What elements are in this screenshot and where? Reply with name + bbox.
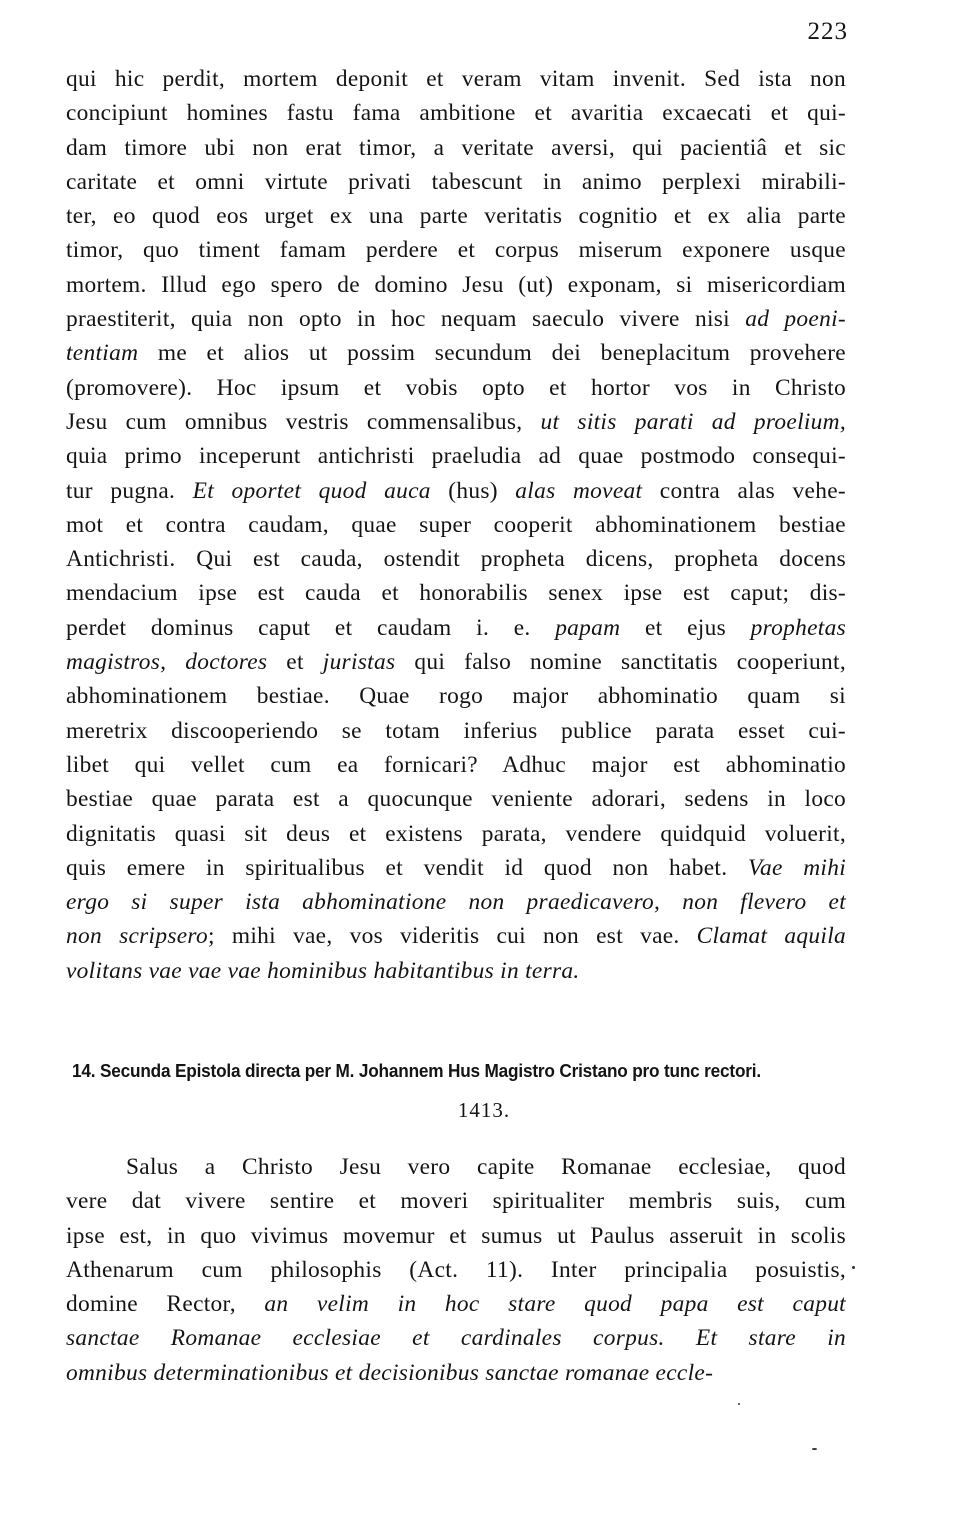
italic-text-run: magistros, doctores (66, 649, 268, 676)
text-run: tur pugna. (66, 477, 193, 504)
text-line (66, 1219, 846, 1253)
text-run: caritate et omni virtute privati tabescunt in animo perplexi mirabili- (66, 168, 846, 195)
text-line (66, 302, 846, 336)
italic-text-run: omnibus determinationibus et decisionibus sanctae romanae eccle- (66, 1359, 714, 1386)
text-run: vere dat vivere sentire et moveri spiritualiter membris suis, cum (66, 1188, 846, 1215)
italic-text-run: alas moveat (515, 477, 643, 504)
text-line (66, 371, 846, 405)
italic-text-run: Vae mihi (747, 854, 847, 881)
text-run: quis emere in spiritualibus et vendit id quod non habet. (66, 854, 748, 881)
paragraph-second-epistle (66, 1150, 846, 1390)
text-run: bestiae quae parata est a quocunque veniente adorari, sedens in loco (66, 786, 846, 813)
text-line (66, 1321, 846, 1355)
text-line (66, 439, 846, 473)
text-line (66, 954, 846, 988)
text-line (66, 885, 846, 919)
text-run: concipiunt homines fastu fama ambitione et avaritia excaecati et qui- (66, 100, 846, 127)
text-line (66, 714, 846, 748)
italic-text-run: non scripsero (66, 923, 208, 950)
text-line (66, 919, 846, 953)
text-run: Jesu cum omnibus vestris commensalibus, (66, 408, 541, 435)
text-line (66, 1184, 846, 1218)
text-run: (promovere). Hoc ipsum et vobis opto et hortor vos in Christo (66, 374, 846, 401)
italic-text-run: ergo si super ista abhominatione non praedicavero, non flevero et (66, 889, 846, 916)
text-run: meretrix discooperiendo se totam inferius publice parata esset cui- (66, 717, 846, 744)
section-heading: 14. Secunda Epistola directa per M. Johannem Hus Magistro Cristano pro tunc rectori. (72, 1060, 761, 1081)
text-line (66, 131, 846, 165)
italic-text-run: prophetas (750, 614, 846, 641)
text-run: et (267, 649, 323, 676)
text-line (66, 336, 846, 370)
text-line (66, 199, 846, 233)
italic-text-run: Et oportet quod auca (192, 477, 431, 504)
text-run: ; mihi vae, vos videritis cui non est vae. (207, 923, 697, 950)
text-run: mortem. Illud ego spero de domino Jesu (ut) exponam, si misericordiam (66, 271, 846, 298)
text-line (66, 576, 846, 610)
italic-text-run: juristas (322, 649, 396, 676)
paragraph-letter-continuation (66, 62, 846, 988)
letter-year: 1413. (457, 1098, 511, 1122)
italic-text-run: ad poeni- (745, 306, 846, 333)
text-line (66, 851, 846, 885)
text-line (66, 508, 846, 542)
text-line (66, 233, 846, 267)
text-line (66, 62, 846, 96)
italic-text-run: Clamat aquila (696, 923, 846, 950)
text-line (66, 748, 846, 782)
text-line (66, 1356, 846, 1390)
text-run: Athenarum cum philosophis (Act. 11). Inter principalia posuistis, (66, 1256, 846, 1283)
italic-text-run: sanctae Romanae ecclesiae et cardinales corpus. Et stare in (66, 1325, 846, 1352)
text-line (66, 611, 846, 645)
text-run: quia primo inceperunt antichristi praeludia ad quae postmodo consequi- (66, 443, 846, 470)
text-line (66, 782, 846, 816)
text-run: mendacium ipse est cauda et honorabilis senex ipse est caput; dis- (66, 580, 846, 607)
text-run: dam timore ubi non erat timor, a veritate aversi, qui pacientiâ et sic (66, 134, 846, 161)
text-line (66, 542, 846, 576)
text-line (66, 96, 846, 130)
print-speck (812, 1448, 817, 1450)
print-speck (852, 1266, 855, 1269)
text-run: timor, quo timent famam perdere et corpus miserum exponere usque (66, 237, 846, 264)
text-run: praestiterit, quia non opto in hoc nequam saeculo vivere nisi (66, 306, 746, 333)
text-line (66, 1287, 846, 1321)
text-run: me et alios ut possim secundum dei beneplacitum provehere (138, 340, 846, 367)
text-run: et ejus (620, 614, 751, 641)
text-run: dignitatis quasi sit deus et existens parata, vendere quidquid voluerit, (66, 820, 846, 847)
text-run: Antichristi. Qui est cauda, ostendit propheta dicens, propheta docens (66, 546, 846, 573)
text-line (66, 817, 846, 851)
text-line (66, 679, 846, 713)
italic-text-run: papam (555, 614, 621, 641)
text-run: domine Rector, (66, 1291, 265, 1318)
text-line (66, 268, 846, 302)
text-run: contra alas vehe- (642, 477, 846, 504)
text-run: ipse est, in quo vivimus movemur et sumus ut Paulus asseruit in scolis (66, 1222, 846, 1249)
italic-text-run: an velim in hoc stare quod papa est caput (264, 1291, 846, 1318)
text-run: mot et contra caudam, quae super cooperit abhominationem bestiae (66, 511, 846, 538)
text-run: abhominationem bestiae. Quae rogo major abhominatio quam si (66, 683, 846, 710)
text-line (66, 645, 846, 679)
text-line (66, 405, 846, 439)
text-run: perdet dominus caput et caudam i. e. (66, 614, 556, 641)
text-line (66, 474, 846, 508)
text-run: ter, eo quod eos urget ex una parte veritatis cognitio et ex alia parte (66, 203, 846, 230)
italic-text-run: volitans vae vae vae hominibus habitantibus in terra. (66, 957, 580, 984)
text-line (66, 1150, 846, 1184)
text-line (66, 1253, 846, 1287)
text-run: qui hic perdit, mortem deponit et veram vitam invenit. Sed ista non (66, 66, 846, 92)
print-speck (738, 1403, 740, 1405)
text-run: libet qui vellet cum ea fornicari? Adhuc major est abhominatio (66, 751, 846, 778)
text-run: (hus) (430, 477, 516, 504)
text-run: Salus a Christo Jesu vero capite Romanae ecclesiae, quod (126, 1154, 846, 1180)
text-run: qui falso nomine sanctitatis cooperiunt, (395, 649, 846, 676)
text-line (66, 165, 846, 199)
italic-text-run: tentiam (66, 340, 139, 367)
italic-text-run: ut sitis parati ad proelium, (540, 408, 847, 435)
page-number: 223 (807, 18, 848, 45)
